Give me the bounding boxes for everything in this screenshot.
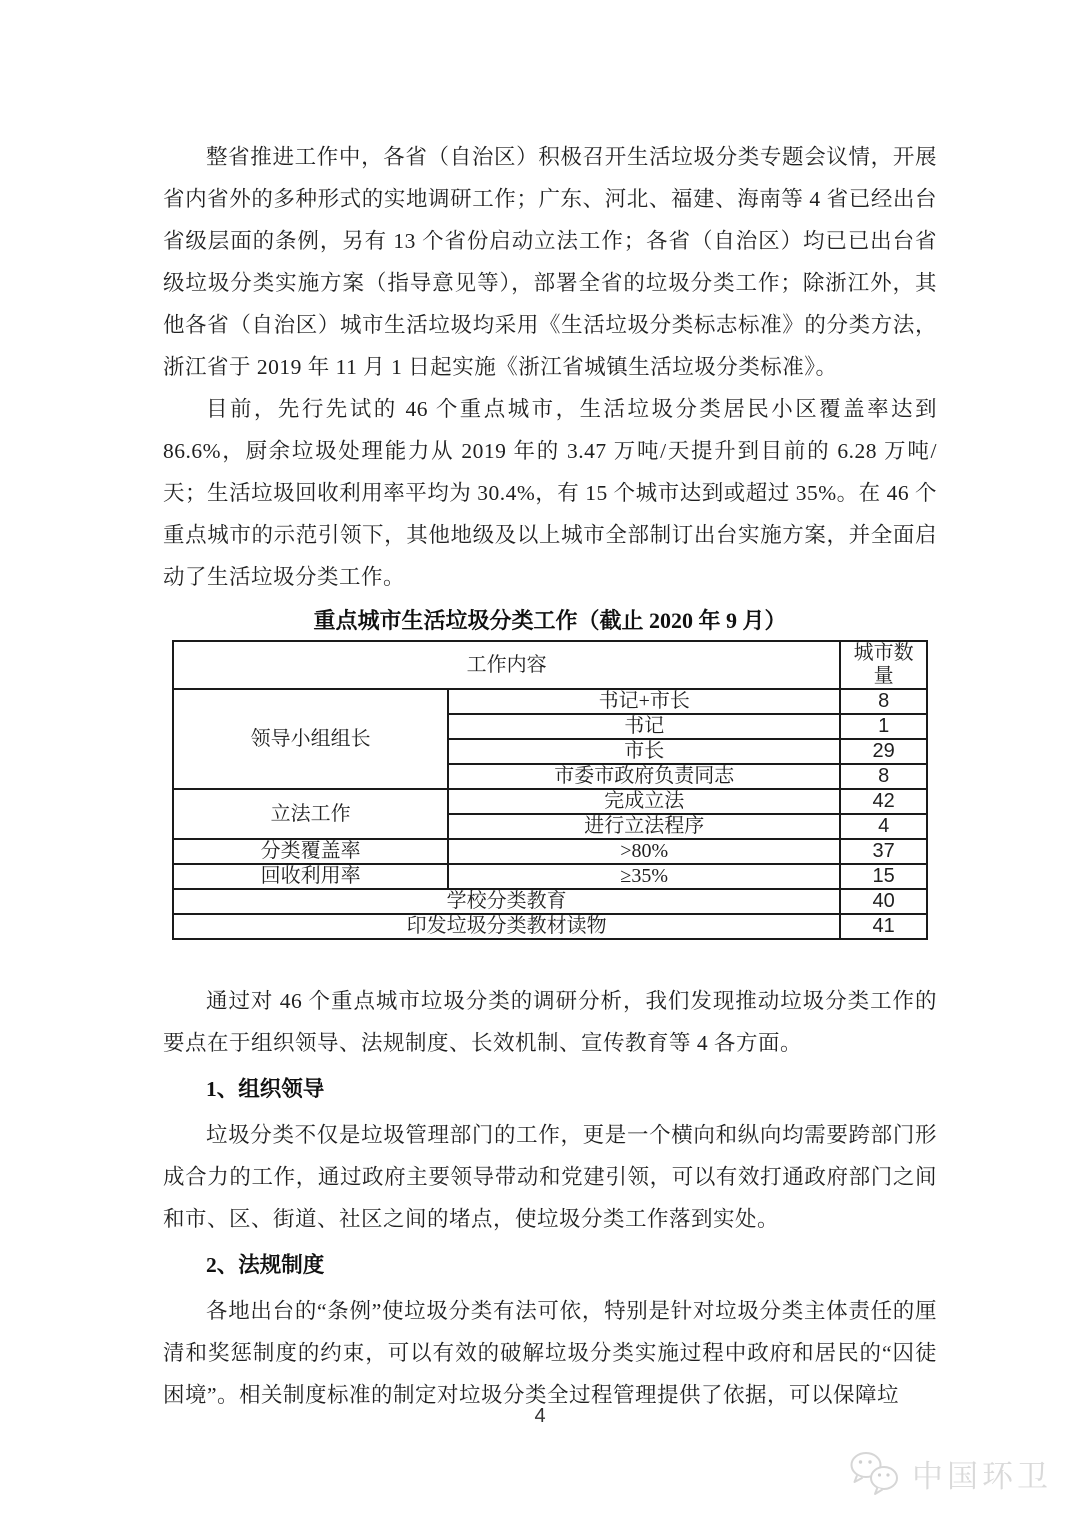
count-cell: 15 xyxy=(840,864,927,889)
item-cell: ≥35% xyxy=(448,864,840,889)
table-row xyxy=(173,789,927,814)
paragraph-regulations: 各地出台的“条例”使垃圾分类有法可依，特别是针对垃圾分类主体责任的厘清和奖惩制度的约束，可以有效的破解垃圾分类实施过程中政府和居民的“囚徒困境”。相关制度标准的制定对垃圾分类全过程管理提供了依据，可以保障垃 xyxy=(163,1299,937,1407)
section-heading-1: 1、组织领导 xyxy=(206,1077,325,1101)
table-row xyxy=(173,864,927,889)
document-body xyxy=(163,136,937,1416)
section-heading-2: 2、法规制度 xyxy=(206,1253,325,1277)
count-cell: 8 xyxy=(840,689,927,714)
item-cell: 市长 xyxy=(448,739,840,764)
count-cell: 41 xyxy=(840,914,927,939)
watermark xyxy=(848,1450,1052,1497)
table-row xyxy=(173,839,927,864)
item-cell-school-education: 学校分类教育 xyxy=(173,889,840,914)
group-cell-recycling: 回收利用率 xyxy=(173,864,448,889)
count-cell: 29 xyxy=(840,739,927,764)
count-cell: 8 xyxy=(840,764,927,789)
item-cell: >80% xyxy=(448,839,840,864)
table-header-row xyxy=(173,641,927,689)
paragraph-organization-leadership: 垃圾分类不仅是垃圾管理部门的工作，更是一个横向和纵向均需要跨部门形成合力的工作，通过政府主要领导带动和党建引领，可以有效打通政府部门之间和市、区、街道、社区之间的堵点，使垃圾分类工作落到实处。 xyxy=(163,1123,937,1231)
page-number: 4 xyxy=(534,1405,546,1427)
item-cell: 书记 xyxy=(448,714,840,739)
table-title: 重点城市生活垃圾分类工作（截止 2020 年 9 月） xyxy=(313,608,787,633)
count-cell: 40 xyxy=(840,889,927,914)
count-cell: 42 xyxy=(840,789,927,814)
city-classification-table xyxy=(172,640,928,940)
watermark-label: 中国环卫 xyxy=(912,1459,1052,1494)
table-row xyxy=(173,889,927,914)
item-cell-textbooks: 印发垃圾分类教材读物 xyxy=(173,914,840,939)
column-header-city-count: 城市数量 xyxy=(840,641,927,689)
table-row xyxy=(173,914,927,939)
paragraph-survey-findings: 通过对 46 个重点城市垃圾分类的调研分析，我们发现推动垃圾分类工作的要点在于组织领导、法规制度、长效机制、宣传教育等 4 各方面。 xyxy=(163,989,937,1055)
item-cell: 市委市政府负责同志 xyxy=(448,764,840,789)
paragraph-pilot-cities: 目前，先行先试的 46 个重点城市，生活垃圾分类居民小区覆盖率达到 86.6%，厨余垃圾处理能力从 2019 年的 3.47 万吨/天提升到目前的 6.28 万吨/天；生活垃圾回收利用率平均为 30.4%，有 15 个城市达到或超过 35%。在 46 个重点城市的示范引领下，其他地级及以上城市全部制订出台实施方案，并全面启动了生活垃圾分类工作。 xyxy=(163,397,937,589)
paragraph-province-progress: 整省推进工作中，各省（自治区）积极召开生活垃圾分类专题会议情，开展省内省外的多种形式的实地调研工作；广东、河北、福建、海南等 4 省已经出台省级层面的条例，另有 13 个省份启动立法工作；各省（自治区）均已已出台省级垃圾分类实施方案（指导意见等），部署全省的垃圾分类工作；除浙江外，其他各省（自治区）城市生活垃圾均采用《生活垃圾分类标志标准》的分类方法，浙江省于 2019 年 11 月 1 日起实施《浙江省城镇生活垃圾分类标准》。 xyxy=(163,145,937,379)
group-cell-legislation: 立法工作 xyxy=(173,789,448,839)
item-cell: 完成立法 xyxy=(448,789,840,814)
group-cell-coverage: 分类覆盖率 xyxy=(173,839,448,864)
count-cell: 4 xyxy=(840,814,927,839)
item-cell: 书记+市长 xyxy=(448,689,840,714)
wechat-icon xyxy=(848,1450,902,1497)
count-cell: 1 xyxy=(840,714,927,739)
item-cell: 进行立法程序 xyxy=(448,814,840,839)
group-cell-leader: 领导小组组长 xyxy=(173,689,448,789)
table-row xyxy=(173,689,927,714)
count-cell: 37 xyxy=(840,839,927,864)
column-header-work-content: 工作内容 xyxy=(173,641,840,689)
